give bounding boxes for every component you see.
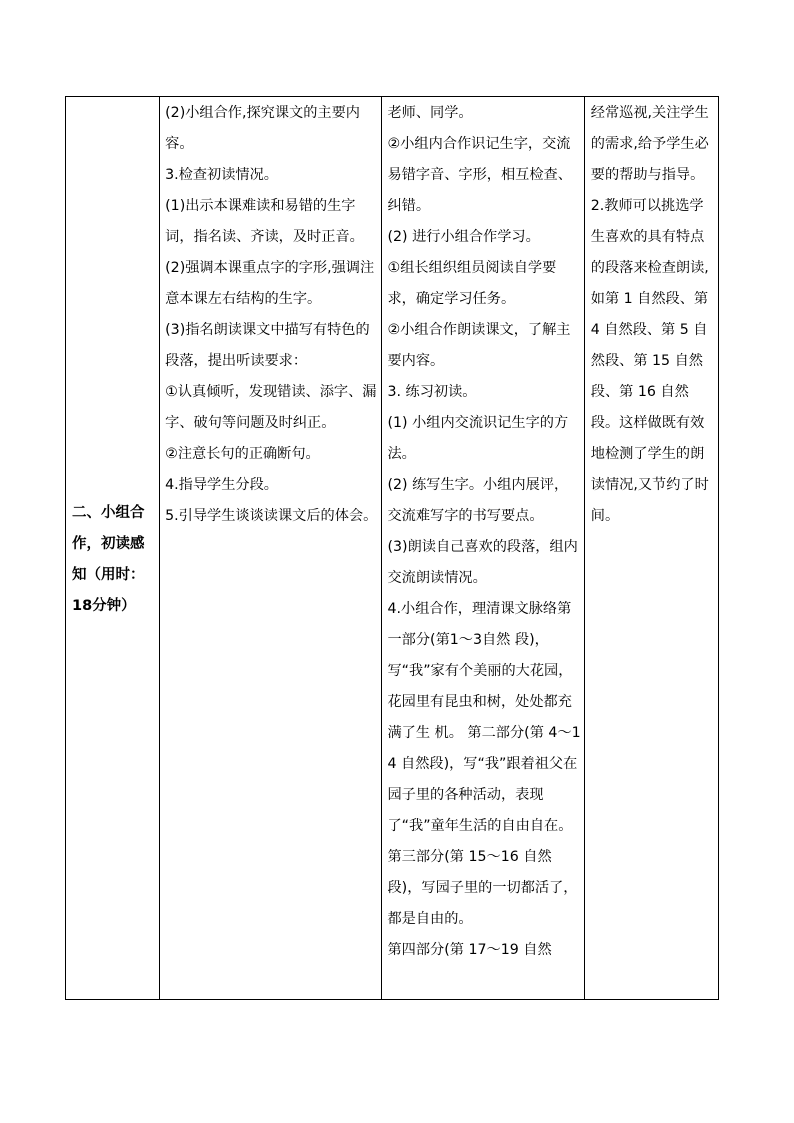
stage-title: 二、小组合作，初读感知（用时：18分钟） <box>72 505 145 614</box>
design-note-item: 2.教师可以挑选学生喜欢的具有特点的段落来检查朗读,如第 1 自然段、第 4 自然段、第 5 自然段、第 15 自然段、第 16 自然段。这样做既有效地检测了学生的朗读情况,又节约了时间。 <box>590 198 709 524</box>
student-activity-item: (3)朗读自己喜欢的段落，组内交流朗读情况。 <box>387 539 578 586</box>
student-activity-item: 4.小组合作，理清课文脉络第一部分(第1～3自然 段)，写“我”家有个美丽的大花园，花园里有昆虫和树，处处都充满了生 机。 第二部分(第 4～14 自然段)，写“我”跟着祖父在园子里的各种活动，表现了“我”童年生活的自由自在。 <box>387 601 581 834</box>
teacher-activity-item: ②注意长句的正确断句。 <box>165 446 320 462</box>
lesson-plan-table <box>65 96 719 1000</box>
teacher-activity-item: (2)强调本课重点字的字形,强调注意本课左右结构的生字。 <box>165 260 375 307</box>
student-activity-item: (2) 进行小组合作学习。 <box>387 229 540 245</box>
teacher-activity-item: 3.检查初读情况。 <box>165 167 278 183</box>
teacher-activities-cell <box>160 97 382 1000</box>
teacher-activity-item: (3)指名朗读课文中描写有特色的段落，提出听读要求： <box>165 322 370 369</box>
student-activities-cell <box>382 97 584 1000</box>
student-activity-item: 第三部分(第 15～16 自然段)，写园子里的一切都活了，都是自由的。 <box>387 849 578 927</box>
teacher-activity-item: 4.指导学生分段。 <box>165 477 278 493</box>
stage-cell <box>66 97 160 1000</box>
teacher-activity-item: 5.引导学生谈谈读课文后的体会。 <box>165 508 378 524</box>
student-activity-item: 3. 练习初读。 <box>387 384 477 400</box>
student-activity-item: 第四部分(第 17～19 自然 <box>387 942 552 958</box>
student-activity-item: ①组长组织组员阅读自学要求，确定学习任务。 <box>387 260 557 307</box>
student-activity-item: (1) 小组内交流识记生字的方法。 <box>387 415 569 462</box>
table-row <box>66 97 719 1000</box>
teacher-activity-item: ①认真倾听，发现错读、添字、漏字、破句等问题及时纠正。 <box>165 384 377 431</box>
design-note-item: 经常巡视,关注学生的需求,给予学生必要的帮助与指导。 <box>590 105 709 183</box>
teacher-activity-item: (2)小组合作,探究课文的主要内容。 <box>165 105 360 152</box>
design-notes-list <box>585 97 718 532</box>
design-notes-cell <box>584 97 718 1000</box>
student-activity-item: ②小组内合作识记生字，交流易错字音、字形，相互检查、纠错。 <box>387 136 572 214</box>
student-activity-item: ②小组合作朗读课文，了解主要内容。 <box>387 322 571 369</box>
teacher-activity-item: (1)出示本课难读和易错的生字词，指名读、齐读，及时正音。 <box>165 198 364 245</box>
student-activity-item: (2) 练写生字。小组内展评，交流难写字的书写要点。 <box>387 477 569 524</box>
student-activity-item: 老师、同学。 <box>387 105 473 121</box>
student-activities-list <box>382 97 583 966</box>
teacher-activities-list <box>160 97 381 532</box>
